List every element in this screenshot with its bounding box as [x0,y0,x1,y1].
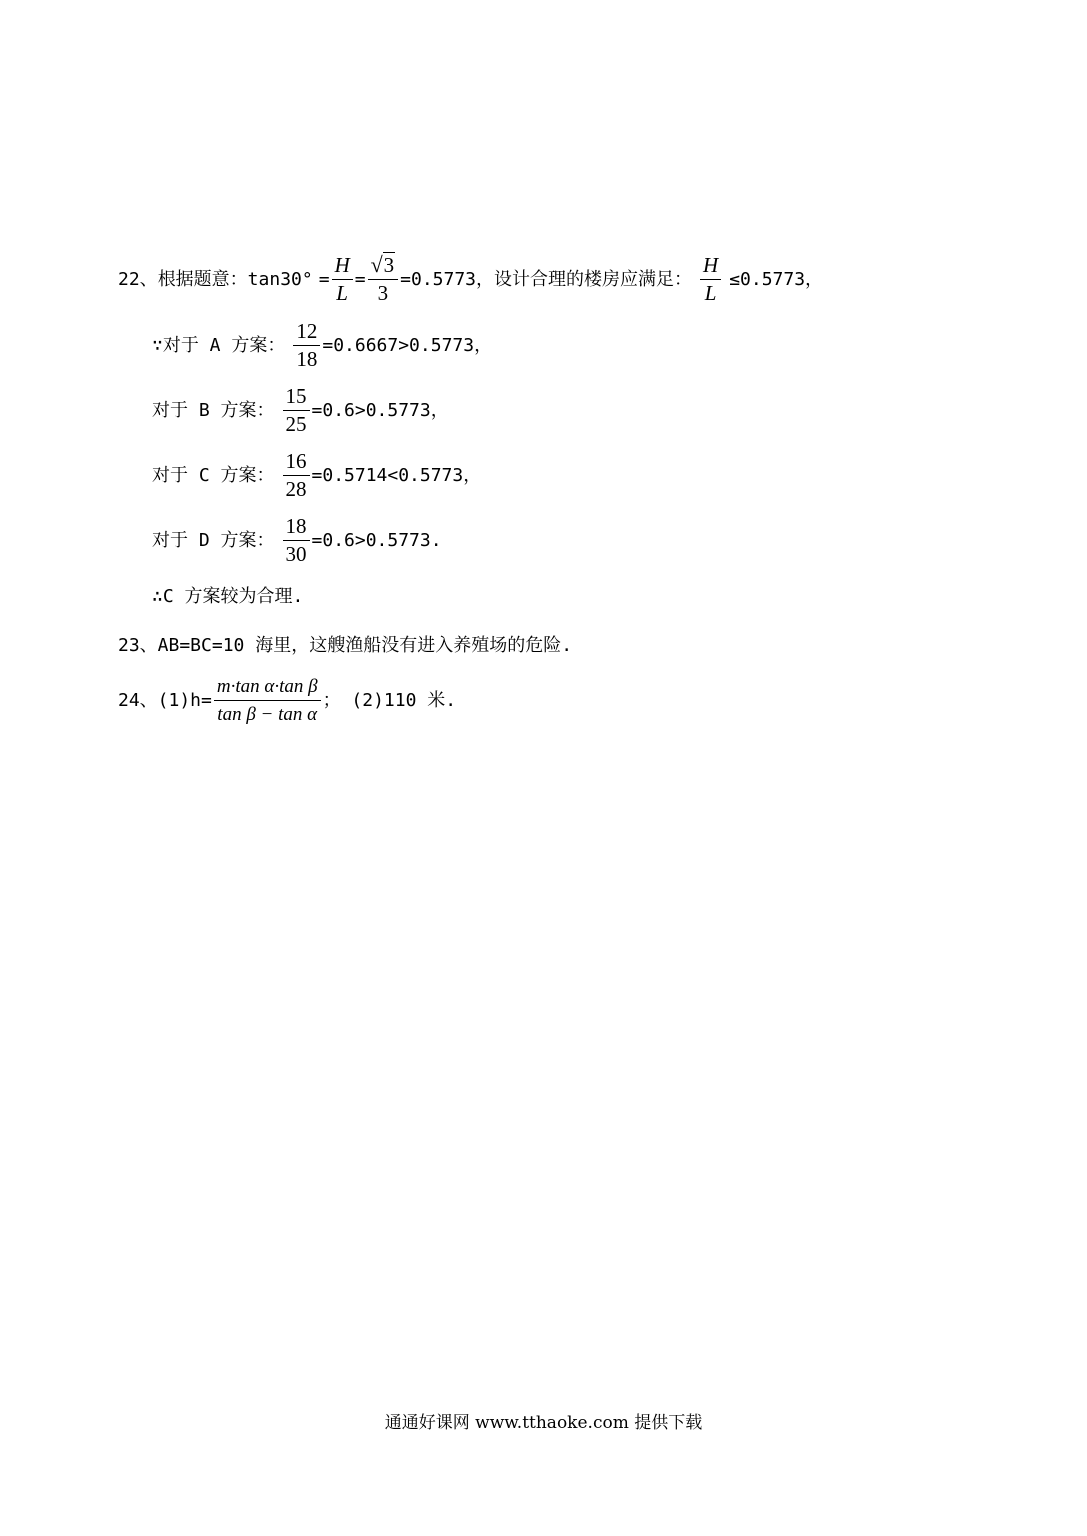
plan-d-prefix: 对于 D 方案： [152,529,275,551]
q22-plan-b [152,383,449,438]
plan-b-prefix: 对于 B 方案： [152,399,275,421]
fraction-denominator: L [336,281,348,305]
fraction-numerator: 18 [285,514,307,538]
q22-plan-c [152,448,481,503]
q23-line [118,637,572,655]
footer-credit: 通通好课网 www.tthaoke.com 提供下载 [384,1413,703,1433]
q22-eq2: = [354,268,366,290]
fraction-plan-b [283,383,310,438]
fraction-h-over-l-condition [700,252,721,307]
fraction-height-formula [214,673,321,728]
plan-c-result: =0.5714<0.5773， [311,464,482,486]
fraction-plan-c [283,448,310,503]
q24-line [118,673,456,728]
q24-prefix: 24、(1)h= [118,689,212,711]
q22-condition-tail: ≤0.5773， [729,268,824,290]
sqrt-expression [368,252,399,279]
sqrt-radicand: 3 [383,253,395,277]
fraction-numerator: 12 [296,319,318,343]
conclusion-text: ∴C 方案较为合理. [152,586,304,607]
fraction-denominator: 3 [377,281,389,305]
plan-c-prefix: 对于 C 方案： [152,464,275,486]
fraction-denominator: 30 [285,542,307,566]
fraction-denominator: 28 [285,477,307,501]
q22-eq1: = [318,268,330,290]
q22-result: =0.5773，设计合理的楼房应满足： [400,268,693,290]
q22-conclusion [152,588,303,606]
q23-text: 23、AB=BC=10 海里，这艘渔船没有进入养殖场的危险. [118,635,573,656]
q24-tail: ； (2)110 米. [322,689,457,711]
plan-a-prefix: ∵对于 A 方案： [152,334,286,356]
fraction-denominator: 18 [296,347,318,371]
q22-plan-d [152,513,442,568]
q22-plan-a [152,318,492,373]
fraction-denominator: 25 [285,412,307,436]
fraction-numerator: 15 [285,384,307,408]
fraction-numerator: m·tan α·tan β [216,676,318,697]
q22-intro: 根据题意：tan30° [157,268,313,290]
plan-b-result: =0.6>0.5773， [311,399,449,421]
fraction-plan-a [293,318,320,373]
fraction-h-over-l [332,252,353,307]
fraction-numerator: H [703,253,719,277]
fraction-sqrt3-over-3 [368,252,399,307]
fraction-denominator: L [704,281,717,305]
radical-icon: √ [370,252,383,277]
plan-d-result: =0.6>0.5773. [311,529,442,551]
fraction-numerator: 16 [285,449,307,473]
fraction-plan-d [283,513,310,568]
q22-number: 22、 [118,268,158,290]
fraction-denominator: tan β − tan α [217,704,318,725]
q22-line-1 [118,252,823,307]
plan-a-result: =0.6667>0.5773， [322,334,493,356]
fraction-numerator: H [334,253,350,277]
